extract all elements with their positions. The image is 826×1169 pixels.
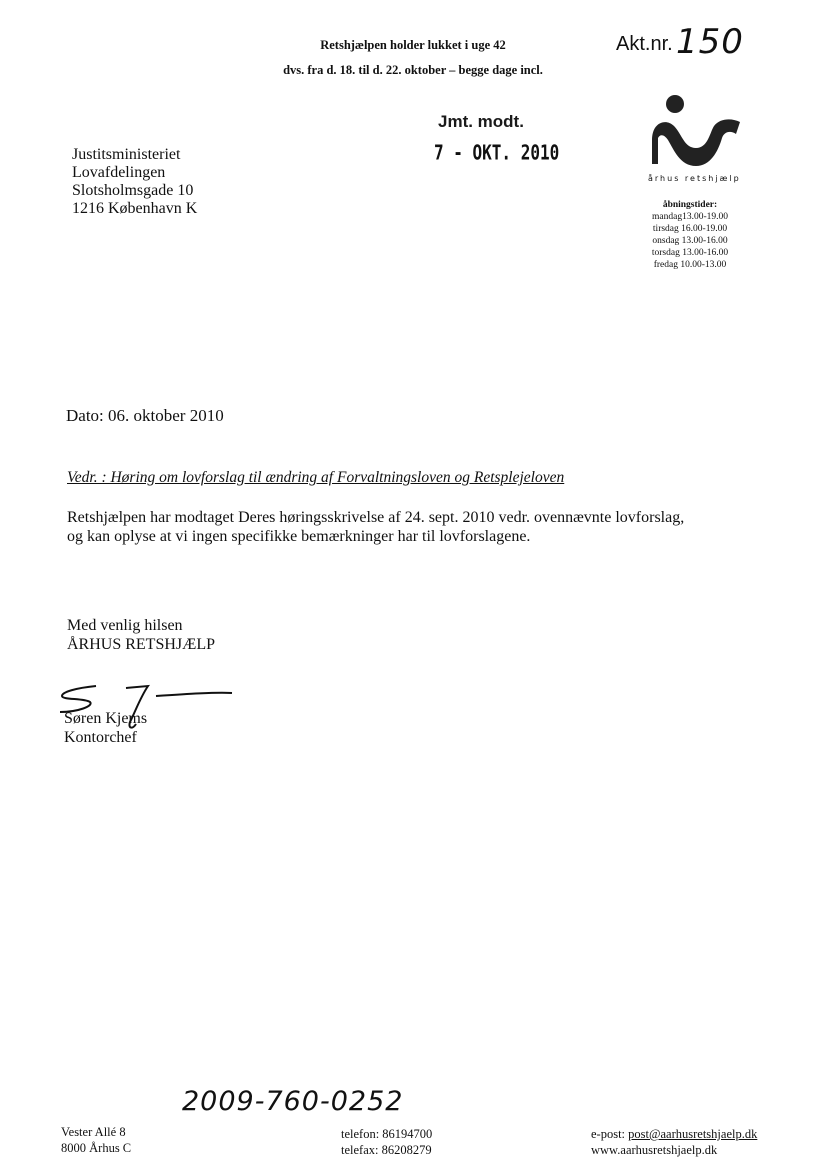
recipient-line: Lovafdelingen	[72, 164, 166, 181]
footer-telephone: telefon: 86194700	[341, 1127, 433, 1141]
footer-email-link[interactable]: post@aarhusretshjaelp.dk	[628, 1127, 758, 1141]
letter-body	[67, 508, 747, 546]
signer-title: Kontorchef	[64, 729, 137, 746]
footer-website-link[interactable]: www.aarhusretshjaelp.dk	[591, 1143, 718, 1157]
handwritten-journal-number: 2009-760-0252	[182, 1086, 404, 1117]
recipient-line: 1216 København K	[72, 200, 198, 217]
aarhus-retshjaelp-logo-icon	[644, 92, 744, 170]
footer-telefax: telefax: 86208279	[341, 1143, 432, 1157]
letter-closing	[67, 616, 215, 654]
signer-block	[64, 709, 147, 747]
opening-hours-line: tirsdag 16.00-19.00	[652, 224, 728, 234]
opening-hours	[620, 199, 760, 271]
opening-hours-title: åbningstider:	[662, 200, 718, 210]
closing-organisation: ÅRHUS RETSHJÆLP	[67, 636, 216, 653]
recipient-address	[72, 146, 197, 218]
letter-subject: Vedr. : Høring om lovforslag til ændring af Forvaltningsloven og Retsplejeloven	[67, 469, 565, 486]
opening-hours-line: torsdag 13.00-16.00	[651, 248, 729, 258]
body-line: og kan oplyse at vi ingen specifikke bemærkninger har til lovforslagene.	[67, 528, 531, 545]
received-stamp-date: 7 - OKT. 2010	[434, 140, 560, 165]
footer-phone	[341, 1126, 432, 1158]
closure-notice-line-2: dvs. fra d. 18. til d. 22. oktober – begge dage incl.	[283, 63, 543, 77]
recipient-line: Slotsholmsgade 10	[72, 182, 194, 199]
opening-hours-line: mandag13.00-19.00	[652, 212, 728, 222]
footer-address	[61, 1124, 131, 1156]
letter-date: Dato: 06. oktober 2010	[66, 406, 224, 425]
body-line: Retshjælpen har modtaget Deres høringsskrivelse af 24. sept. 2010 vedr. ovennævnte lovforslag,	[67, 509, 685, 526]
akt-nr-handwritten: 150	[676, 22, 744, 62]
logo-text: århus retshjælp	[648, 174, 741, 183]
opening-hours-line: fredag 10.00-13.00	[653, 260, 727, 270]
closing-greeting: Med venlig hilsen	[67, 617, 183, 634]
footer-address-line: 8000 Århus C	[61, 1141, 132, 1155]
akt-nr-label: Akt.nr.	[616, 33, 673, 55]
received-stamp-title: Jmt. modt.	[438, 112, 524, 131]
footer-address-line: Vester Allé 8	[61, 1125, 126, 1139]
opening-hours-line: onsdag 13.00-16.00	[652, 236, 728, 246]
footer-contact	[591, 1126, 757, 1158]
footer-email-label: e-post:	[591, 1127, 629, 1141]
recipient-line: Justitsministeriet	[72, 146, 181, 163]
closure-notice-line-1: Retshjælpen holder lukket i uge 42	[320, 38, 506, 52]
signer-name: Søren Kjems	[64, 710, 148, 727]
